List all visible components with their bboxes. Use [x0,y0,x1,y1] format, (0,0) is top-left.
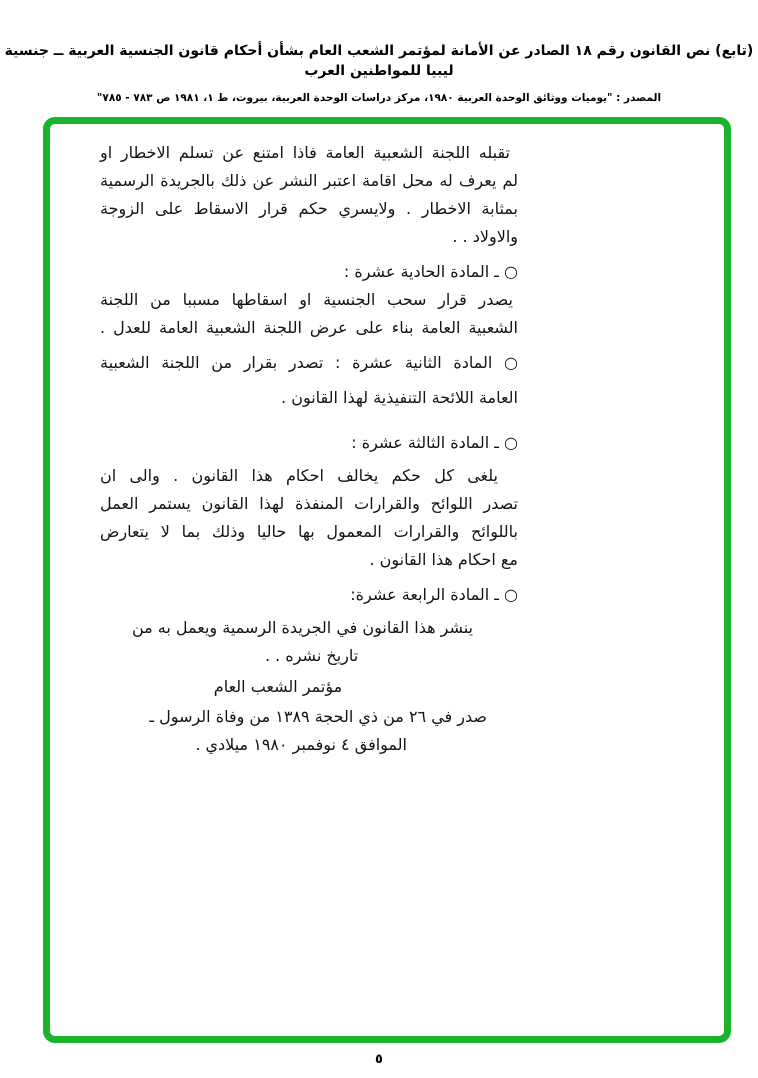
text-line: والاولاد . . [452,227,518,246]
text-line: العامة اللائحة التنفيذية لهذا القانون . [281,388,518,407]
text-line: تصدر اللوائح والقرارات المنفذة لهذا القانون يستمر العمل [100,494,518,513]
article-11-heading: ○ ـ المادة الحادية عشرة : [343,262,518,281]
document-source-citation: المصدر : "يوميات ووثائق الوحدة العربية ١٩٨٠، مركز دراسات الوحدة العربية، بيروت، ط ١، ١٩٨١ ص ٧٨٣ - ٧٨٥" [96,92,662,104]
issue-date-hijri: صدر في ٢٦ من ذي الحجة ١٣٨٩ من وفاة الرسول ـ [149,707,487,726]
text-line: مع احكام هذا القانون . [369,550,518,569]
text-line: يلغى كل حكم يخالف احكام هذا القانون . والى ان [100,466,498,485]
page-header [0,41,758,105]
article-13-heading: ○ ـ المادة الثالثة عشرة : [351,433,518,452]
article-14-heading: ○ ـ المادة الرابعة عشرة: [350,585,518,604]
article-13-paragraph [100,462,518,574]
article-12-paragraph [100,349,518,412]
article-11-paragraph [100,286,518,342]
text-line: لم يعرف له محل اقامة اعتبر النشر عن ذلك بالجريدة الرسمية [100,171,518,190]
text-line: الشعبية العامة بناء على عرض اللجنة الشعبية العامة للعدل . [100,318,518,337]
text-line: تقبله اللجنة الشعبية العامة فاذا امتنع عن تسلم الاخطار او [100,143,510,162]
article-14-paragraph [100,614,518,670]
intro-paragraph [100,139,518,251]
document-title: (تابع) نص القانون رقم ١٨ الصادر عن الأمانة لمؤتمر الشعب العام بشأن أحكام قانون الجنسية العربية ــ جنسية ليبيا للمواطنين العرب [4,43,754,79]
text-line: تاريخ نشره . . [265,646,359,665]
text-line: باللوائح والقرارات المعمول بها حاليا وذلك بما لا يتعارض [100,522,518,541]
article-12-heading-line: ○ المادة الثانية عشرة : تصدر بقرار من اللجنة الشعبية [100,353,518,372]
signature-issuer: مؤتمر الشعب العام [213,677,343,696]
issue-date-gregorian: الموافق ٤ نوفمبر ١٩٨٠ ميلادي . [195,735,407,754]
document-body [100,139,518,759]
text-line: يصدر قرار سحب الجنسية او اسقاطها مسببا من اللجنة [100,290,513,309]
text-line: ينشر هذا القانون في الجريدة الرسمية ويعمل به من [131,618,473,637]
text-line: بمثابة الاخطار . ولايسري حكم قرار الاسقاط على الزوجة [100,199,518,218]
page-number: ٥ [375,1052,383,1067]
